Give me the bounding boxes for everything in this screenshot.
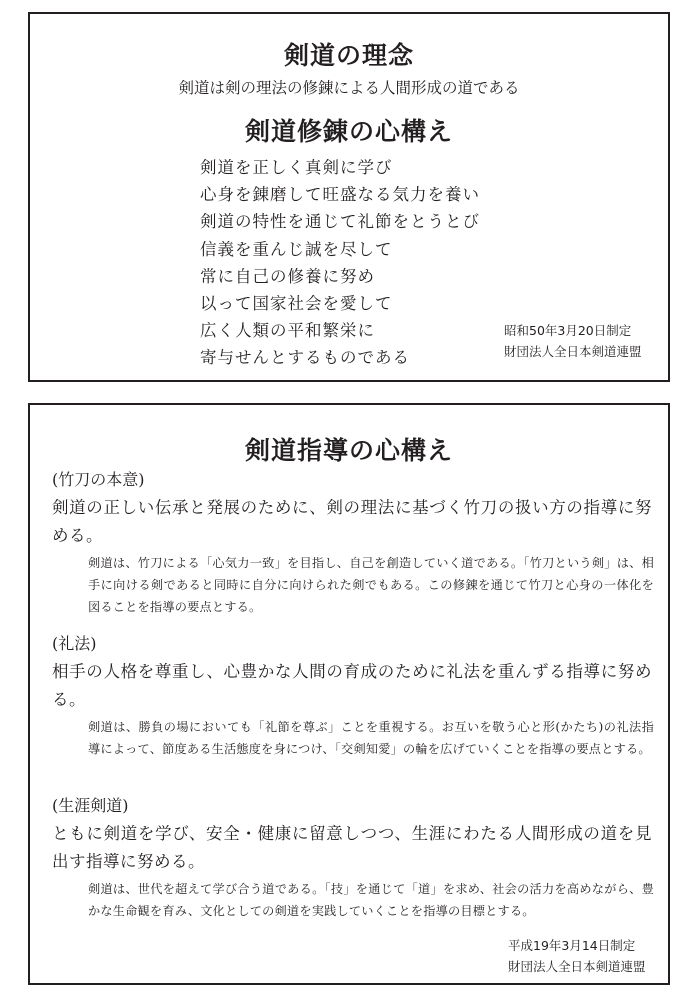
section-main-text: 相手の人格を尊重し、心豊かな人間の育成のために礼法を重んずる指導に努める。: [52, 662, 652, 709]
mindset-line: 常に自己の修養に努め: [200, 266, 375, 286]
mindset-line: 以って国家社会を愛して: [200, 293, 393, 313]
enactment-date: 昭和50年3月20日制定: [504, 323, 632, 338]
mindset-line: 信義を重んじ誠を尽して: [200, 239, 393, 259]
section-shinai: [52, 469, 652, 618]
section-label: (竹刀の本意): [52, 470, 145, 489]
section-label: (生涯剣道): [52, 796, 129, 815]
section-etiquette: [52, 633, 652, 760]
section-detail-text: 剣道は、世代を超えて学び合う道である。「技」を通じて「道」を求め、社会の活力を高めながら、豊かな生命観を育み、文化としての剣道を実践していくことを指導の目標とする。: [88, 882, 654, 918]
instruction-box: [28, 403, 670, 985]
mindset-line: 広く人類の平和繁栄に: [200, 321, 375, 341]
organization-name: 財団法人全日本剣道連盟: [508, 959, 646, 974]
mindset-line: 剣道を正しく真剣に学び: [200, 158, 393, 177]
mindset-line: 心身を錬磨して旺盛なる気力を養い: [200, 185, 480, 205]
philosophy-signature: [504, 320, 642, 362]
training-mindset-heading: 剣道修錬の心構え: [244, 117, 453, 146]
philosophy-statement: 剣道は剣の理法の修錬による人間形成の道である: [178, 79, 520, 97]
training-mindset-lines: [200, 154, 480, 372]
instruction-signature: [508, 935, 646, 977]
section-detail-text: 剣道は、勝負の場においても「礼節を尊ぶ」ことを重視する。お互いを敬う心と形(かたち)の礼法指導によって、節度ある生活態度を身につけ、「交剣知愛」の輪を広げていくことを指導の要点とする。: [88, 720, 654, 756]
section-main-text: 剣道の正しい伝承と発展のために、剣の理法に基づく竹刀の扱い方の指導に努める。: [52, 498, 652, 545]
mindset-line: 剣道の特性を通じて礼節をとうとび: [200, 212, 480, 232]
section-main-text: ともに剣道を学び、安全・健康に留意しつつ、生涯にわたる人間形成の道を見出す指導に努める。: [52, 824, 652, 871]
section-label: (礼法): [52, 634, 97, 653]
philosophy-box: [28, 12, 670, 382]
enactment-date: 平成19年3月14日制定: [508, 938, 636, 953]
section-detail-text: 剣道は、竹刀による「心気力一致」を目指し、自己を創造していく道である。「竹刀という剣」は、相手に向ける剣であると同時に自分に向けられた剣でもある。この修錬を通じて竹刀と心身の一体化を図ることを指導の要点とする。: [88, 556, 654, 614]
instruction-title: 剣道指導の心構え: [244, 436, 453, 465]
philosophy-title: 剣道の理念: [283, 41, 414, 70]
mindset-line: 寄与せんとするものである: [200, 348, 410, 368]
section-lifelong: [52, 795, 652, 922]
organization-name: 財団法人全日本剣道連盟: [504, 344, 642, 359]
